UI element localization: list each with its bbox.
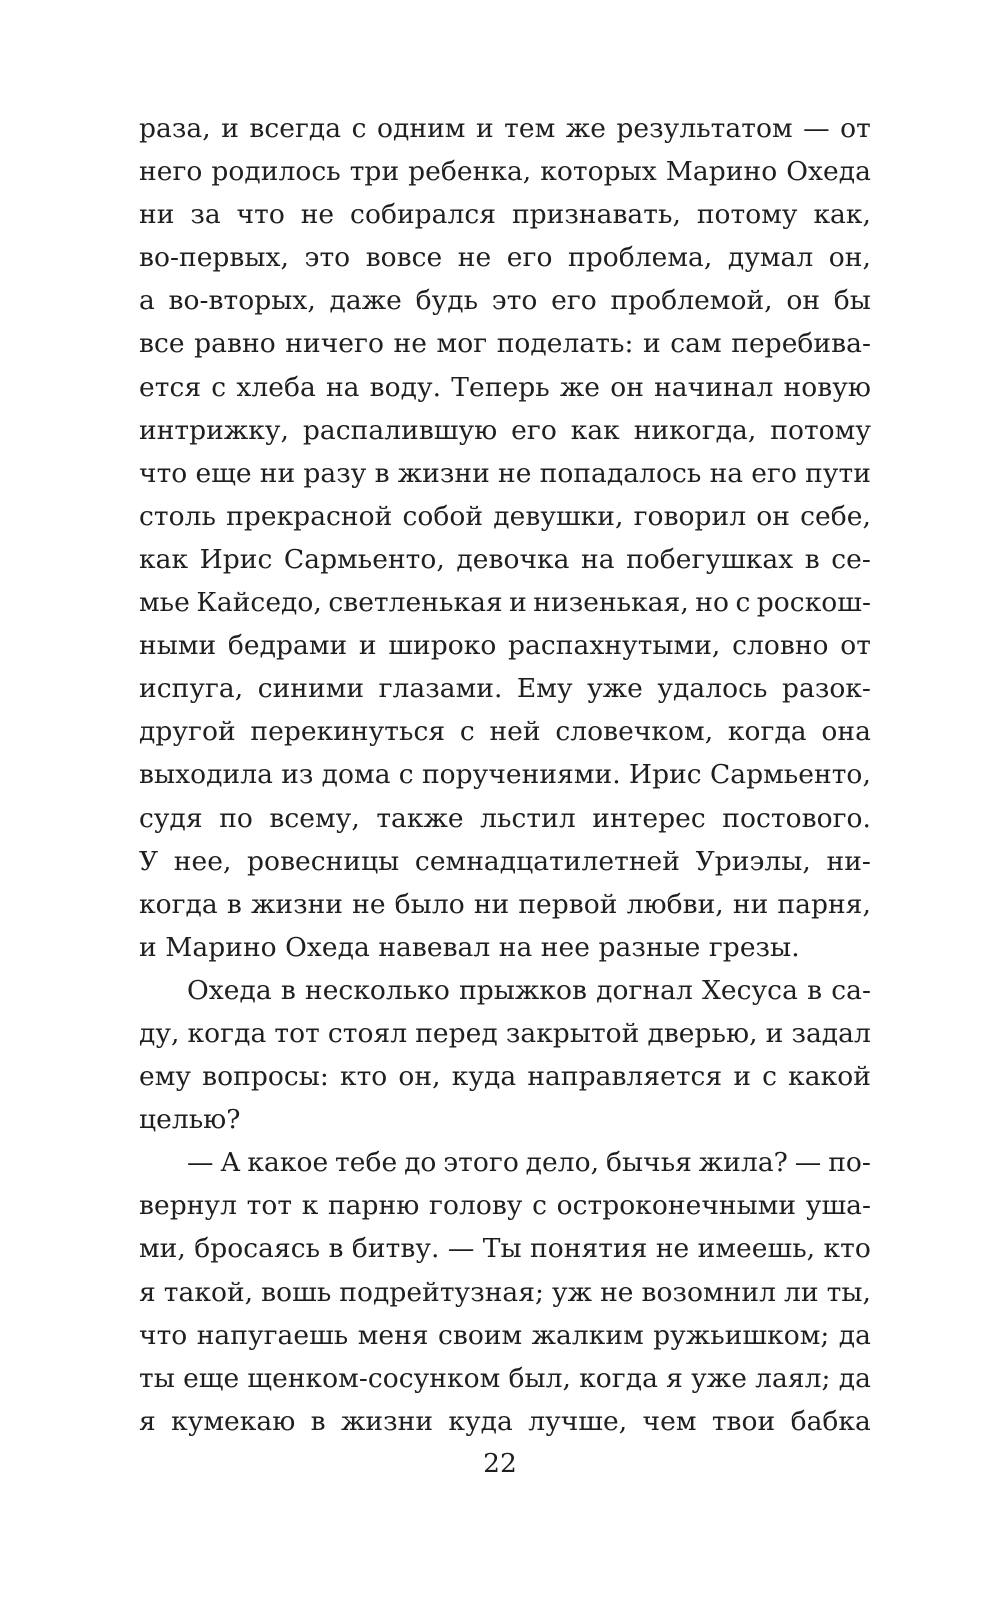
text-line: столь прекрасной собой девушки, говорил он себе, xyxy=(139,500,871,532)
text-line: я кумекаю в жизни куда лучше, чем твои бабка xyxy=(139,1405,871,1437)
text-line: во-первых, это вовсе не его проблема, думал он, xyxy=(139,242,871,274)
text-line: как Ирис Сармьенто, девочка на побегушках в се- xyxy=(139,543,871,575)
text-line: У нее, ровесницы семнадцатилетней Уриэлы, ни- xyxy=(139,845,871,877)
text-line: ты еще щенком-сосунком был, когда я уже лаял; да xyxy=(139,1362,871,1394)
text-line: другой перекинуться с ней словечком, когда она xyxy=(139,716,871,748)
text-line: а во-вторых, даже будь это его проблемой, он бы xyxy=(139,285,871,317)
text-line: ными бедрами и широко распахнутыми, словно от xyxy=(139,630,871,662)
text-line: целью? xyxy=(139,1104,241,1136)
text-line: интрижку, распалившую его как никогда, потому xyxy=(139,414,871,446)
text-line: судя по всему, также льстил интерес постового. xyxy=(139,802,871,834)
text-line: него родилось три ребенка, которых Марино Охеда xyxy=(139,156,871,188)
text-line: все равно ничего не мог поделать: и сам перебива- xyxy=(139,328,871,360)
page-number: 22 xyxy=(483,1448,517,1479)
text-line: ни за что не собирался признавать, потому как, xyxy=(139,199,871,231)
text-line: раза, и всегда с одним и тем же результатом — от xyxy=(139,113,871,144)
body-text xyxy=(139,107,871,1443)
text-line: когда в жизни не было ни первой любви, ни парня, xyxy=(139,888,871,920)
text-line: выходила из дома с поручениями. Ирис Сармьенто, xyxy=(139,759,871,791)
text-line: Охеда в несколько прыжков догнал Хесуса в са- xyxy=(187,974,871,1006)
text-line: что еще ни разу в жизни не попадалось на его пути xyxy=(139,457,871,489)
text-line: и Марино Охеда навевал на нее разные грезы. xyxy=(139,931,800,963)
text-line: испуга, синими глазами. Ему уже удалось разок- xyxy=(139,673,871,705)
text-line: ему вопросы: кто он, куда направляется и с какой xyxy=(139,1061,871,1093)
text-line: что напугаешь меня своим жалким ружьишком; да xyxy=(139,1319,871,1351)
text-line: ми, бросаясь в битву. — Ты понятия не имеешь, кто xyxy=(139,1233,871,1265)
text-line: ду, когда тот стоял перед закрытой дверью, и задал xyxy=(139,1017,871,1049)
text-line: мье Кайседо, светленькая и низенькая, но с роскош- xyxy=(139,587,871,619)
text-line: вернул тот к парню голову с остроконечными уша- xyxy=(139,1190,871,1222)
text-line: я такой, вошь подрейтузная; уж не возомнил ли ты, xyxy=(139,1276,871,1308)
text-line: ется с хлеба на воду. Теперь же он начинал новую xyxy=(139,371,871,403)
text-line: — А какое тебе до этого дело, бычья жила? — по- xyxy=(187,1147,871,1179)
